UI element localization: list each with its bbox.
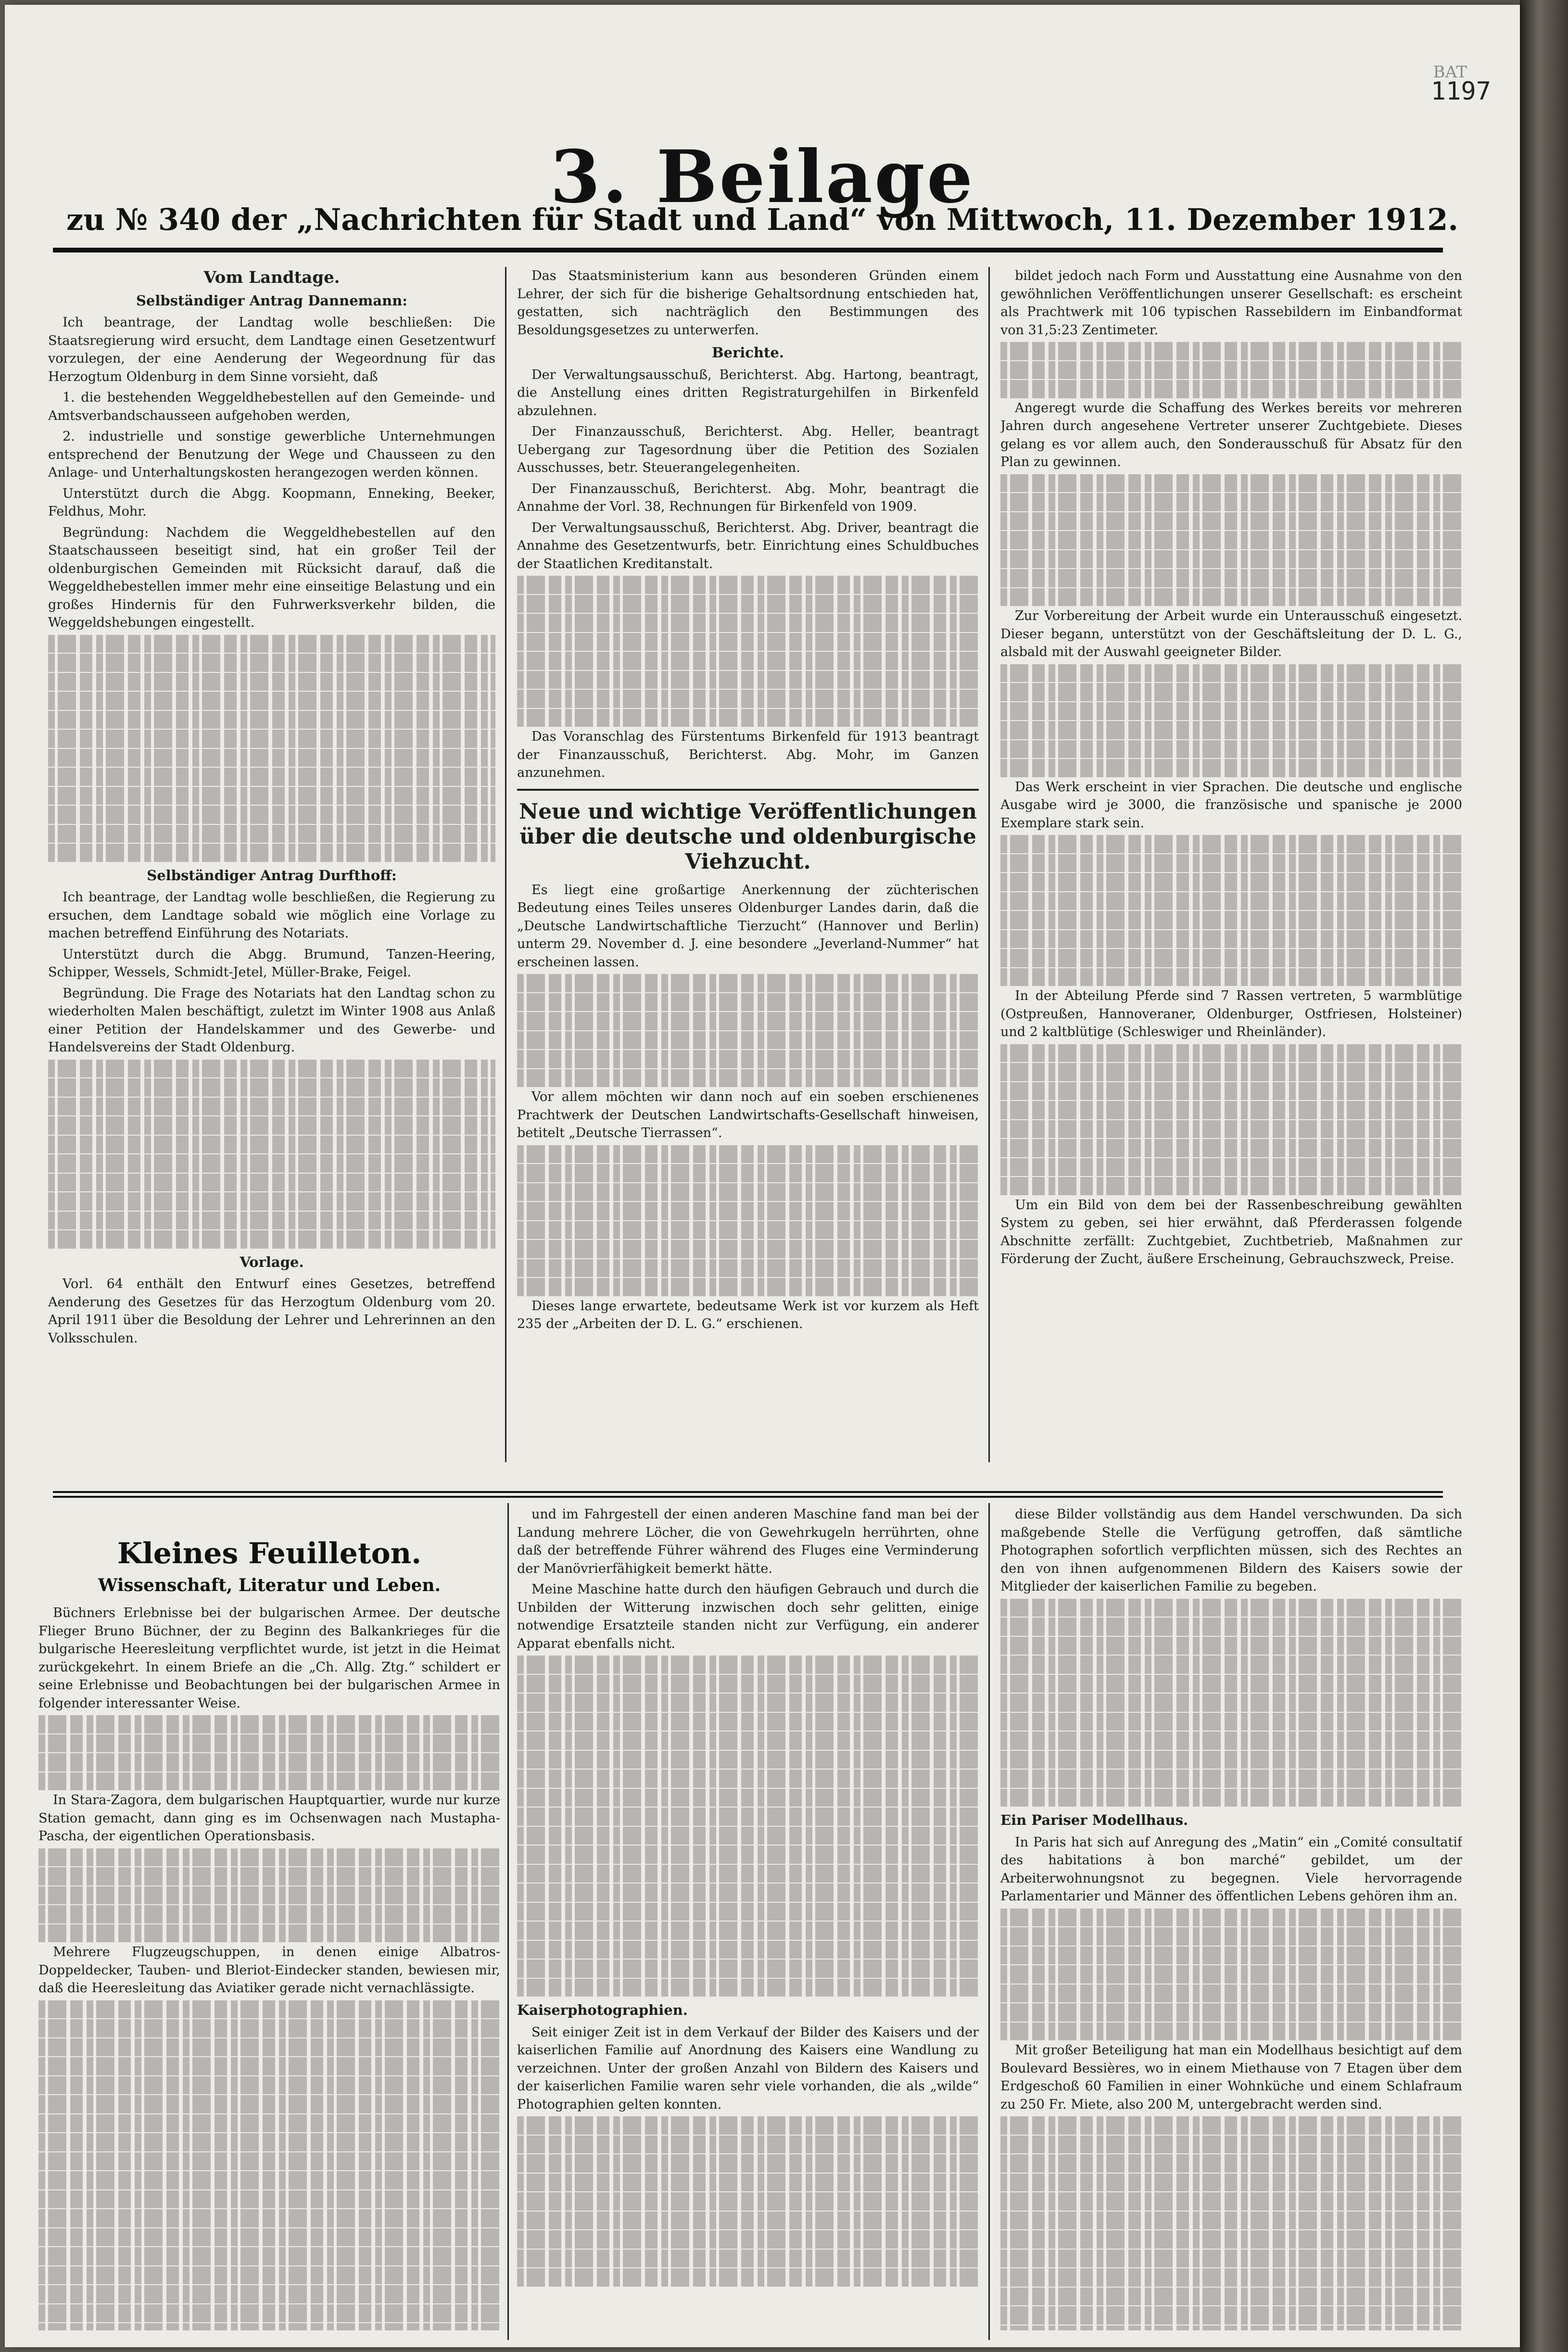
text-line (38, 2038, 500, 2057)
text-line (1000, 1770, 1462, 1788)
text-line (48, 1060, 495, 1078)
paragraph: Vorl. 64 enthält den Entwurf eines Gesetzes, betreffend Aenderung des Gesetzes für das Herzogtum Oldenburg vom 20. April 1911 über die Besoldung der Lehrer und Lehrerinnen an den Volksschulen. (48, 1277, 495, 1346)
text-line (517, 1675, 979, 1693)
text-line (48, 1174, 495, 1192)
paragraph: Unterstützt durch die Abgg. Brumund, Tanzen-Heering, Schipper, Wessels, Schmidt-Jetel, Müller-Brake, Feigel. (48, 947, 495, 980)
paragraph: Mit großer Beteiligung hat man ein Modellhaus besichtigt auf dem Boulevard Bessières, wo in einem Miethause von 7 Etagen über dem Erdgeschoß 60 Familien in einer Wohnküche und einem Schlafraum zu 250 Fr. Miete, also 200 M, untergebracht werden sind. (1000, 2043, 1462, 2112)
text-line (517, 709, 979, 727)
text-line (1000, 1656, 1462, 1674)
paragraph: 1. die bestehenden Weggeldhebestellen auf den Gemeinde- und Amtsverbandschausseen aufgehoben werden, (48, 390, 495, 423)
paragraph: Ich beantrage, der Landtag wolle beschließen, die Regierung zu ersuchen, dem Landtage sobald wie möglich eine Vorlage zu machen betreffend Einführung des Notariats. (48, 890, 495, 941)
subheading-kaiserphotographien: Kaiserphotographien. (517, 2002, 688, 2018)
text-line (48, 1230, 495, 1249)
text-line (517, 1031, 979, 1050)
paragraph: 2. industrielle und sonstige gewerbliche Unternehmungen entsprechend der Benutzung der Wege und Chausseen zu den Anlage- und Unterhaltungskosten herangezogen werden können. (48, 429, 495, 480)
text-line (517, 1808, 979, 1826)
text-line (1000, 2116, 1462, 2135)
text-line (1000, 2003, 1462, 2022)
text-line (517, 652, 979, 670)
text-line (517, 1713, 979, 1731)
text-line (38, 1924, 500, 1943)
text-line (1000, 1909, 1462, 1927)
text-line (38, 2114, 500, 2133)
column-feuilleton-buechner (38, 1604, 500, 2330)
text-line (1000, 873, 1462, 891)
text-line (517, 2154, 979, 2173)
text-line (1000, 1789, 1462, 1807)
paragraph: und im Fahrgestell der einen anderen Maschine fand man bei der Landung mehrere Löcher, die von Gewehrkugeln herrührten, ohne daß der betreffende Führer während des Fluges eine Verminderung der Manövrierfähigkeit bemerkt hätte. (517, 1507, 979, 1576)
column-divider (507, 1503, 509, 2340)
text-line (517, 1221, 979, 1239)
text-line (1000, 911, 1462, 929)
column-landtag (48, 267, 495, 1460)
text-line (517, 1278, 979, 1296)
text-line (517, 993, 979, 1012)
text-line (1000, 569, 1462, 587)
text-line (517, 974, 979, 992)
subheading-antrag-dannemann: Selbständiger Antrag Dannemann: (136, 292, 407, 309)
text-line (38, 1734, 500, 1753)
text-line (1000, 1732, 1462, 1750)
text-line (48, 673, 495, 691)
feuilleton-rule (53, 1496, 1443, 1498)
book-spine (1520, 0, 1568, 2352)
text-line (517, 2192, 979, 2211)
text-line (517, 1259, 979, 1277)
text-line (517, 1694, 979, 1712)
paragraph: Büchners Erlebnisse bei der bulgarischen Armee. Der deutsche Flieger Bruno Büchner, der zu Beginn des Balkankrieges für die bulgarische Heeresleitung verpflichtet wurde, ist jetzt in die Heimat zurückgekehrt. In einem Briefe an die „Ch. Allg. Ztg.“ schildert er seine Erlebnisse und Beobachtungen bei der bulgarischen Armee in folgender interessanter Weise. (38, 1606, 500, 1711)
text-line (1000, 2268, 1462, 2287)
column-feuilleton-middle (517, 1505, 979, 2330)
text-line (48, 806, 495, 824)
text-line (38, 1753, 500, 1771)
subheading-pariser-modellhaus: Ein Pariser Modellhaus. (1000, 1812, 1189, 1828)
text-line (1000, 1063, 1462, 1081)
paragraph: Der Verwaltungsausschuß, Berichterst. Abg. Hartong, beantragt, die Anstellung eines dritten Registraturgehilfen in Birkenfeld abzulehnen. (517, 367, 979, 418)
text-line (1000, 949, 1462, 967)
text-line (1000, 380, 1462, 398)
text-line (38, 2247, 500, 2265)
text-line (48, 825, 495, 843)
text-line (38, 2076, 500, 2095)
section-heading-landtag: Vom Landtage. (203, 268, 340, 287)
text-line (1000, 2250, 1462, 2268)
text-line (517, 1240, 979, 1258)
text-line (1000, 550, 1462, 569)
text-line (38, 2304, 500, 2323)
text-line (1000, 342, 1462, 360)
text-line (1000, 683, 1462, 701)
feuilleton-rule (53, 1491, 1443, 1493)
text-line (1000, 1618, 1462, 1636)
text-line (1000, 1082, 1462, 1100)
text-line (517, 1827, 979, 1845)
text-line (1000, 892, 1462, 910)
text-line (517, 1979, 979, 1997)
text-line (1000, 930, 1462, 948)
text-line (1000, 740, 1462, 759)
text-line (1000, 2023, 1462, 2041)
text-line (517, 1012, 979, 1030)
text-line (1000, 1947, 1462, 1965)
text-line (1000, 2306, 1462, 2325)
paragraph: diese Bilder vollständig aus dem Handel verschwunden. Da sich maßgebende Stelle die Verfügung getroffen, daß sämtliche Photographen sofortlich verpflichten müssen, sich des Rechtes an den von ihnen aufgenommenen Bildern des Kaisers sowie der Mitglieder der kaiserlichen Familie zu begeben. (1000, 1507, 1462, 1594)
text-line (38, 2323, 500, 2330)
text-line (38, 2057, 500, 2075)
text-line (38, 2285, 500, 2303)
text-line (38, 1715, 500, 1733)
paragraph: Das Werk erscheint in vier Sprachen. Die deutsche und englische Ausgabe wird je 3000, die französische und spanische je 2000 Exemplare stark sein. (1000, 779, 1462, 831)
subheading-vorlage: Vorlage. (240, 1253, 304, 1270)
text-line (48, 635, 495, 653)
paragraph: Meine Maschine hatte durch den häufigen Gebrauch und durch die Unbilden der Witterung inzwischen doch sehr gelitten, einige notwendige Ersatzteile standen nicht zur Verfügung, ein anderer Apparat ebenfalls nicht. (517, 1582, 979, 1651)
text-line (1000, 702, 1462, 721)
paragraph: Der Verwaltungsausschuß, Berichterst. Abg. Driver, beantragt die Annahme des Gesetzentwurfs, betr. Einrichtung eines Schuldbuches der Staatlichen Kreditanstalt. (517, 520, 979, 571)
text-line (1000, 1637, 1462, 1655)
text-line (38, 2171, 500, 2189)
text-line (517, 576, 979, 594)
text-line (1000, 721, 1462, 739)
text-line (1000, 1751, 1462, 1769)
text-line (1000, 2212, 1462, 2230)
text-line (1000, 854, 1462, 873)
text-line (1000, 759, 1462, 777)
text-line (517, 1922, 979, 1940)
text-line (38, 2095, 500, 2113)
text-line (1000, 1101, 1462, 1119)
text-line (1000, 493, 1462, 511)
text-line (1000, 2136, 1462, 2154)
paragraph: Das Voranschlag des Fürstentums Birkenfeld für 1913 beantragt der Finanzausschuß, Berichterst. Abg. Mohr, im Ganzen anzunehmen. (517, 729, 979, 780)
text-line (517, 2174, 979, 2192)
text-line (517, 1732, 979, 1750)
text-line (517, 2250, 979, 2268)
text-line (517, 1164, 979, 1182)
paragraph: Vor allem möchten wir dann noch auf ein soeben erschienenes Prachtwerk der Deutschen Landwirtschafts-Gesellschaft hinweisen, betitelt „Deutsche Tierrassen“. (517, 1089, 979, 1140)
text-line (517, 690, 979, 708)
text-line (38, 1867, 500, 1885)
text-line (48, 692, 495, 710)
column-divider (988, 1503, 990, 2340)
text-line (1000, 1177, 1462, 1195)
header-rule (53, 248, 1443, 253)
text-line (48, 1154, 495, 1173)
text-line (48, 1136, 495, 1154)
text-line (517, 1656, 979, 1674)
column-tierrassen (1000, 267, 1462, 1460)
text-line (517, 1865, 979, 1883)
paragraph: Mehrere Flugzeugschuppen, in denen einige Albatros-Doppeldecker, Tauben- und Bleriot-Eindecker standen, bewiesen mir, daß die Heeresleitung das Aviatiker gerade nicht vernachlässigte. (38, 1945, 500, 1996)
text-line (38, 2133, 500, 2151)
text-line (1000, 2192, 1462, 2211)
paragraph: Begründung: Nachdem die Weggeldhebestellen auf den Staatschausseen beseitigt sind, hat ein großer Teil der oldenburgischen Gemeinden mit Rücksicht darauf, daß die Weggeldhebestellen immer mehr eine einseitige Belastung und ein großes Hindernis für den Fuhrwerksverkehr bilden, die Weggeldshebungen eingestellt. (48, 525, 495, 630)
paragraph: Es liegt eine großartige Anerkennung der züchterischen Bedeutung eines Teiles unseres Oldenburger Landes darin, daß die „Deutsche Landwirtschaftliche Tierzucht“ (Hannover und Berlin) unterm 29. November d. J. eine besondere „Jeverland-Nummer“ hat erscheinen lassen. (517, 882, 979, 970)
text-line (48, 654, 495, 672)
paragraph: Unterstützt durch die Abgg. Koopmann, Enneking, Beeker, Feldhus, Mohr. (48, 486, 495, 519)
text-line (517, 595, 979, 613)
text-line (1000, 664, 1462, 683)
text-line (48, 711, 495, 729)
paragraph: Dieses lange erwartete, bedeutsame Werk ist vor kurzem als Heft 235 der „Arbeiten der D. L. G.“ erschienen. (517, 1298, 979, 1331)
text-line (517, 633, 979, 651)
text-line (1000, 512, 1462, 531)
text-line (1000, 835, 1462, 853)
text-line (48, 1192, 495, 1211)
text-line (1000, 1713, 1462, 1731)
supplement-subtitle: zu № 340 der „Nachrichten für Stadt und Land“ von Mittwoch, 11. Dezember 1912. (66, 202, 1459, 237)
text-line (1000, 1985, 1462, 2003)
text-line (38, 2266, 500, 2285)
paragraph: Der Finanzausschuß, Berichterst. Abg. Heller, beantragt Uebergang zur Tagesordnung über die Petition des Sozialen Ausschusses, betr. Steuerangelegenheiten. (517, 424, 979, 475)
text-line (38, 1886, 500, 1905)
archive-stamp: BAT (1433, 63, 1467, 82)
newspaper-page (5, 5, 1520, 2347)
subheading-berichte: Berichte. (712, 344, 784, 361)
paragraph: In der Abteilung Pferde sind 7 Rassen vertreten, 5 warmblütige (Ostpreußen, Hannoveraner, Oldenburger, Ostfriesen, Holsteiner) und 2 kaltblütige (Schleswiger und Rheinländer). (1000, 988, 1462, 1039)
text-line (1000, 361, 1462, 379)
text-line (1000, 1158, 1462, 1176)
text-line (517, 1960, 979, 1978)
text-line (38, 1848, 500, 1867)
text-line (1000, 2230, 1462, 2249)
column-divider (988, 267, 990, 1462)
text-line (48, 768, 495, 786)
text-line (38, 2209, 500, 2227)
text-line (517, 1846, 979, 1864)
text-line (48, 730, 495, 748)
text-line (1000, 1927, 1462, 1946)
page-number: 1197 (1430, 77, 1491, 106)
text-line (517, 1941, 979, 1959)
text-line (517, 1183, 979, 1201)
text-line (48, 1078, 495, 1097)
text-line (1000, 1044, 1462, 1062)
section-rule (517, 789, 979, 791)
text-line (1000, 1139, 1462, 1157)
paragraph: Seit einiger Zeit ist in dem Verkauf der Bilder des Kaisers und der kaiserlichen Familie auf Anordnung des Kaisers eine Wandlung zu verzeichnen. Unter der großen Anzahl von Bildern des Kaisers und der kaiserlichen Familie waren sehr viele vorhanden, die als „wilde“ Photographien gelten konnten. (517, 2024, 979, 2112)
supplement-title: 3. Beilage (550, 135, 975, 219)
paragraph: Begründung. Die Frage des Notariats hat den Landtag schon zu wiederholten Malen beschäftigt, zuletzt im Winter 1908 aus Anlaß einer Petition der Handelskammer und des Gewerbe- und Handelsvereins der Stadt Oldenburg. (48, 986, 495, 1055)
text-line (517, 1069, 979, 1087)
text-line (1000, 2174, 1462, 2192)
subheading-antrag-durfthoff: Selbständiger Antrag Durfthoff: (147, 867, 397, 884)
text-line (1000, 968, 1462, 986)
paragraph: Der Finanzausschuß, Berichterst. Abg. Mohr, beantragt die Annahme der Vorl. 38, Rechnungen für Birkenfeld von 1909. (517, 481, 979, 514)
text-line (38, 2019, 500, 2037)
text-line (48, 844, 495, 862)
text-line (1000, 1120, 1462, 1138)
text-line (1000, 1599, 1462, 1617)
paragraph: In Stara-Zagora, dem bulgarischen Hauptquartier, wurde nur kurze Station gemacht, dann ging es im Ochsenwagen nach Mustapha-Pascha, der eigentlichen Operationsbasis. (38, 1793, 500, 1844)
text-line (48, 1116, 495, 1135)
paragraph: Angeregt wurde die Schaffung des Werkes bereits vor mehreren Jahren durch angesehene Vertreter unserer Zuchtgebiete. Dieses gelang es vor allem auch, den Sonderausschuß für Absatz für den Plan zu gewinnen. (1000, 400, 1462, 469)
paragraph: Ich beantrage, der Landtag wolle beschließen: Die Staatsregierung wird ersucht, dem Landtage einen Gesetzentwurf vorzulegen, der eine Aenderung der Wegeordnung für das Herzogtum Oldenburg in dem Sinne vorsieht, daß (48, 315, 495, 384)
text-line (38, 2190, 500, 2209)
text-line (517, 1903, 979, 1921)
text-line (38, 1905, 500, 1923)
text-line (517, 1789, 979, 1807)
text-line (1000, 531, 1462, 549)
text-line (517, 2136, 979, 2154)
paragraph: bildet jedoch nach Form und Ausstattung eine Ausnahme von den gewöhnlichen Veröffentlichungen unserer Gesellschaft: es erscheint als Prachtwerk mit 106 typischen Rassebildern im Einbandformat von 31,5:23 Zentimeter. (1000, 268, 1462, 338)
text-line (1000, 474, 1462, 493)
text-line (517, 1884, 979, 1902)
text-line (38, 1772, 500, 1791)
text-line (38, 2152, 500, 2171)
text-line (1000, 2288, 1462, 2306)
text-line (1000, 2154, 1462, 2173)
text-line (48, 1212, 495, 1230)
paragraph: Um ein Bild von dem bei der Rassenbeschreibung gewählten System zu geben, sei hier erwähnt, daß Pferderassen folgende Abschnitte zerfällt: Zuchtgebiet, Zuchtbetrieb, Maßnahmen zur Förderung der Zucht, äußere Erscheinung, Gebrauchszweck, Preise. (1000, 1197, 1462, 1266)
text-line (48, 1098, 495, 1116)
text-line (517, 2116, 979, 2135)
text-line (517, 1202, 979, 1220)
text-line (517, 1770, 979, 1788)
text-line (517, 614, 979, 632)
text-line (48, 749, 495, 767)
paragraph: Das Staatsministerium kann aus besonderen Gründen einem Lehrer, der sich für die bisherige Gehaltsordnung entschieden hat, gestatten, sich nachträglich den Bestimmungen des Besoldungsgesetzes zu unterwerfen. (517, 268, 979, 338)
paragraph: In Paris hat sich auf Anregung des „Matin“ ein „Comité consultatif des habitations à bon marché“ gebildet, um der Arbeiterwohnungsnot zu begegnen. Viele hervorragende Parlamentarier und Männer des öffentlichen Lebens gehören ihm an. (1000, 1834, 1462, 1904)
feuilleton-subheading: Wissenschaft, Literatur und Leben. (98, 1575, 441, 1595)
text-line (517, 2212, 979, 2230)
text-line (517, 1751, 979, 1769)
text-line (38, 2000, 500, 2019)
text-line (517, 1050, 979, 1068)
column-divider (505, 267, 506, 1462)
column-berichte (517, 267, 979, 1460)
text-line (517, 671, 979, 689)
text-line (517, 2230, 979, 2249)
text-line (1000, 1965, 1462, 1984)
section-heading-viehzucht: Neue und wichtige Veröffentlichungen über die deutsche und oldenburgische Viehzucht. (518, 799, 977, 874)
text-line (517, 1145, 979, 1163)
column-feuilleton-right (1000, 1505, 1462, 2330)
text-line (38, 2228, 500, 2247)
text-line (517, 2268, 979, 2287)
text-line (1000, 588, 1462, 607)
text-line (1000, 1694, 1462, 1712)
text-line (1000, 1675, 1462, 1693)
text-line (48, 787, 495, 805)
paragraph: Zur Vorbereitung der Arbeit wurde ein Unterausschuß eingesetzt. Dieser begann, unterstützt von der Geschäftsleitung der D. L. G., alsbald mit der Auswahl geeigneter Bilder. (1000, 608, 1462, 659)
text-line (1000, 2326, 1462, 2331)
feuilleton-heading: Kleines Feuilleton. (117, 1537, 422, 1570)
